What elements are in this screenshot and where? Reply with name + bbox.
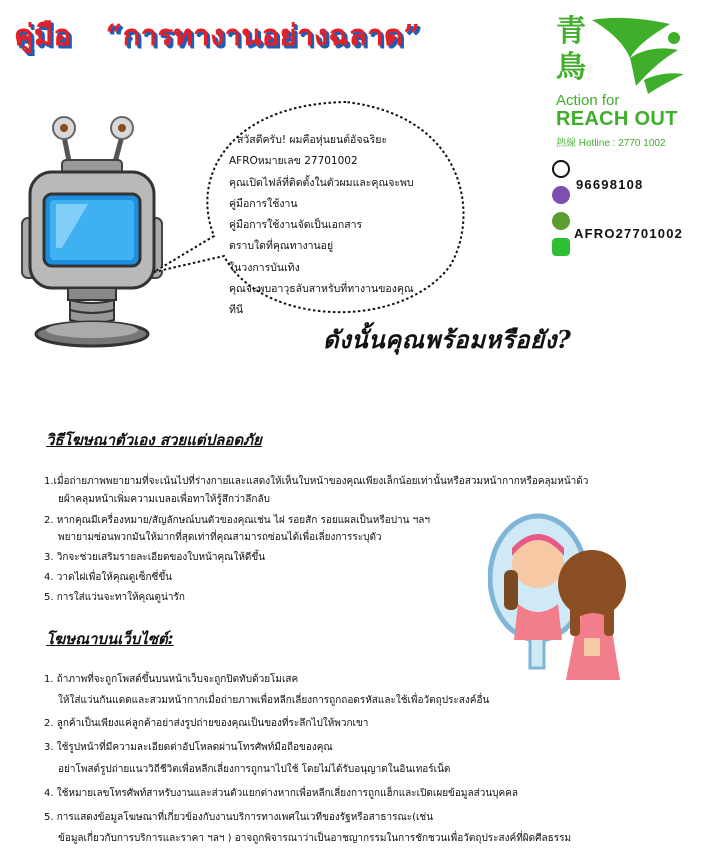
whatsapp-icon[interactable] bbox=[552, 160, 570, 178]
bubble-line: คุณจะพบอาวุธลับสาหรับที่ทางานของคุณ bbox=[229, 283, 414, 296]
list-item: 2. หากคุณมีเครื่องหมาย/สัญลักษณ์บนตัวของคุณเช่น ไฝ รอยสัก รอยแผลเป็นหรือปาน ฯลฯ bbox=[44, 515, 431, 526]
list-item: 3. วิกจะช่วยเสริมรายละเอียดของใบหน้าคุณให้ดีขึ้น bbox=[44, 552, 266, 563]
ready-question: ดังนั้นคุณพร้อมหรือยัง? bbox=[323, 325, 572, 354]
list-item-continuation: อย่าโพสต์รูปถ่ายแนววิถีชีวิตเพื่อหลีกเลี่ยงการถูกนาไปใช้ โดยไม่ได้รับอนุญาตในอินเทอร์เน็ต bbox=[58, 764, 451, 775]
bubble-line: ทีนี bbox=[229, 304, 244, 317]
wechat-icon[interactable] bbox=[552, 212, 570, 230]
list-item: 1.เมื่อถ่ายภาพพยายามที่จะเน้นไปที่ร่างกายและแสดงให้เห็นใบหน้าของคุณเพียงเล็กน้อยเท่านั้นหรือสวมหน้ากากหรือคลุมหน้าด้ว bbox=[44, 476, 589, 487]
title-quoted: “การทางานอย่างฉลาด” bbox=[105, 18, 421, 52]
list-item: 3. ใช้รูปหน้าที่มีความละเอียดต่าอัปโหลดผ่านโทรศัพท์มือถือของคุณ bbox=[44, 742, 333, 753]
contact-id[interactable]: AFRO27701002 bbox=[574, 226, 684, 241]
section2-heading: โฆษณาบนเว็บไซต์: bbox=[46, 630, 174, 648]
logo-cjk-top: 青 bbox=[556, 14, 586, 49]
reach-out-logo bbox=[554, 14, 694, 154]
logo-hotline: 熱線 Hotline : 2770 1002 bbox=[556, 138, 666, 149]
bubble-line: คู่มือการใช้งาน bbox=[229, 197, 298, 210]
title-prefix: คู่มือ bbox=[14, 18, 72, 52]
list-item: 5. การแสดงข้อมูลโฆษณาที่เกี่ยวข้องกับงานบริการทางเพศในเวทีของรัฐหรือสาธารณะ(เช่น bbox=[44, 812, 434, 823]
bubble-line: ตราบใดที่คุณทางานอยู่ bbox=[229, 240, 334, 253]
logo-cjk bbox=[554, 14, 588, 86]
section1-heading: วิธีโฆษณาตัวเอง สวยแต่ปลอดภัย bbox=[46, 431, 262, 449]
list-item: 4. วาดไฝเพื่อให้คุณดูเซ็กซี่ขึ้น bbox=[44, 572, 173, 583]
contact-phone[interactable]: 96698108 bbox=[576, 177, 644, 192]
bubble-line: คู่มือการใช้งานจัดเป็นเอกสาร bbox=[229, 219, 363, 232]
page-title bbox=[14, 12, 420, 58]
list-item-continuation: ยผ้าคลุมหน้าเพิ่มความเบลอเพื่อทาให้รู้สึกว่าลึกลับ bbox=[58, 494, 270, 505]
list-item-continuation: ให้ใส่แว่นกันแดดและสวมหน้ากากเมื่อถ่ายภาพเพื่อหลีกเลี่ยงการถูกถอดรหัสและใช้เพื่อวัตถุประสงค์อื่น bbox=[58, 695, 490, 706]
list-item: 5. การใส่แว่นจะทาให้คุณดูน่ารัก bbox=[44, 592, 185, 603]
list-item-continuation: พยายามซ่อนพวกมันให้มากที่สุดเท่าที่คุณสามารถซ่อนได้เพื่อเลี่ยงการระบุตัว bbox=[58, 532, 382, 543]
list-item-continuation: ข้อมูลเกี่ยวกับการบริการและราคา ฯลฯ ) อาจถูกพิจารณาว่าเป็นอาชญากรรมในการชักชวนเพื่อวัตถุประสงค์ที่ผิดศีลธรรม bbox=[58, 833, 572, 844]
list-item: 4. ใช้หมายเลขโทรศัพท์สาหรับงานและส่วนตัวแยกต่างหากเพื่อหลีกเลี่ยงการถูกแฮ็กและเปิดเผยข้อมูลส่วนบุคคล bbox=[44, 788, 519, 799]
bubble-line: คุณเปิดไฟล์ที่ติดตั้งในตัวผมและคุณจะพบ bbox=[229, 176, 414, 189]
viber-icon[interactable] bbox=[552, 186, 570, 204]
robot-illustration bbox=[18, 108, 168, 348]
list-item: 1. ถ้าภาพที่จะถูกโพสต์ขึ้นบนหน้าเว็บจะถูกปิดทับด้วยโมเสค bbox=[44, 674, 299, 685]
bubble-line: ในวงการบันเทิง bbox=[229, 261, 300, 274]
bird-logo-icon bbox=[584, 14, 690, 96]
line-icon[interactable] bbox=[552, 238, 570, 256]
bubble-text bbox=[229, 130, 454, 322]
logo-action: Action for bbox=[556, 92, 620, 109]
girl-mirror-illustration bbox=[488, 500, 628, 680]
bubble-line: สวัสดีครับ! ผมคือหุ่นยนต์อัจฉริยะ bbox=[237, 134, 388, 146]
bubble-line: AFROหมายเลข 27701002 bbox=[229, 155, 358, 168]
logo-cjk-bottom: 鳥 bbox=[556, 50, 586, 85]
logo-reach: REACH OUT bbox=[556, 108, 678, 130]
list-item: 2. ลูกค้าเป็นเพียงแค่ลูกค้าอย่าส่งรูปถ่ายของคุณเป็นของที่ระลึกไปให้พวกเขา bbox=[44, 718, 369, 729]
